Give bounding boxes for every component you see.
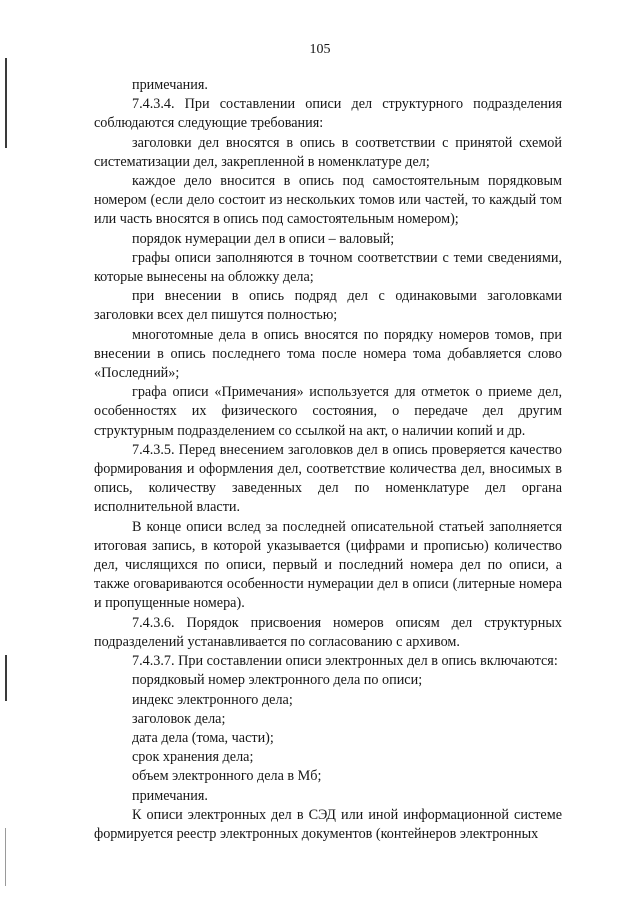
- paragraph: 7.4.3.4. При составлении описи дел структурного подразделения соблюдаются следующие требования:: [94, 96, 562, 132]
- list-item: срок хранения дела;: [132, 749, 254, 766]
- document-body: [94, 76, 562, 844]
- paragraph: графа описи «Примечания» используется для отметок о приеме дел, особенностях их физического состояния, о передаче дел другим структурным подразделением со ссылкой на акт, о наличии копий и др.: [94, 384, 562, 439]
- paragraph: 7.4.3.7. При составлении описи электронных дел в опись включаются:: [132, 653, 558, 670]
- paragraph: при внесении в опись подряд дел с одинаковыми заголовками заголовки всех дел пишутся полностью;: [94, 288, 562, 324]
- margin-mark: [5, 828, 6, 886]
- list-item: порядковый номер электронного дела по описи;: [132, 672, 423, 689]
- page-number: 105: [309, 42, 331, 57]
- margin-mark: [5, 58, 7, 148]
- paragraph: примечания.: [132, 77, 208, 93]
- paragraph: 7.4.3.5. Перед внесением заголовков дел в опись проверяется качество формирования и оформления дел, соответствие количества дел, вносимых в опись, количеству заведенных дел по номенклатуре дел органа исполнительной власти.: [94, 441, 562, 516]
- list-item: объем электронного дела в Мб;: [132, 768, 322, 785]
- margin-mark: [5, 655, 7, 701]
- paragraph: многотомные дела в опись вносятся по порядку номеров томов, при внесении в опись последнего тома после номера тома добавляется слово «Последний»;: [94, 326, 562, 382]
- paragraph: 7.4.3.6. Порядок присвоения номеров описям дел структурных подразделений устанавливается по согласованию с архивом.: [94, 614, 562, 650]
- paragraph: графы описи заполняются в точном соответствии с теми сведениями, которые вынесены на обложку дела;: [94, 249, 562, 286]
- list-item: индекс электронного дела;: [132, 691, 293, 708]
- list-item: дата дела (тома, части);: [132, 729, 274, 746]
- paragraph: В конце описи вслед за последней описательной статьей заполняется итоговая запись, в которой указывается (цифрами и прописью) количество дел, числящихся по описи, первый и последний номера дел по описи, а также оговариваются особенности нумерации дел в описи (литерные номера и пропущенные номера).: [94, 518, 562, 612]
- paragraph: порядок нумерации дел в описи – валовый;: [132, 230, 395, 247]
- paragraph: заголовки дел вносятся в опись в соответствии с принятой схемой систематизации дел, закрепленной в номенклатуре дел;: [94, 134, 562, 170]
- paragraph: каждое дело вносится в опись под самостоятельным порядковым номером (если дело состоит из нескольких томов или частей, то каждый том или часть вносятся в опись под самостоятельным номером);: [94, 173, 562, 228]
- paragraph: К описи электронных дел в СЭД или иной информационной системе формируется реестр электронных документов (контейнеров электронных: [94, 806, 562, 842]
- list-item: заголовок дела;: [132, 710, 226, 727]
- list-item: примечания.: [132, 787, 208, 804]
